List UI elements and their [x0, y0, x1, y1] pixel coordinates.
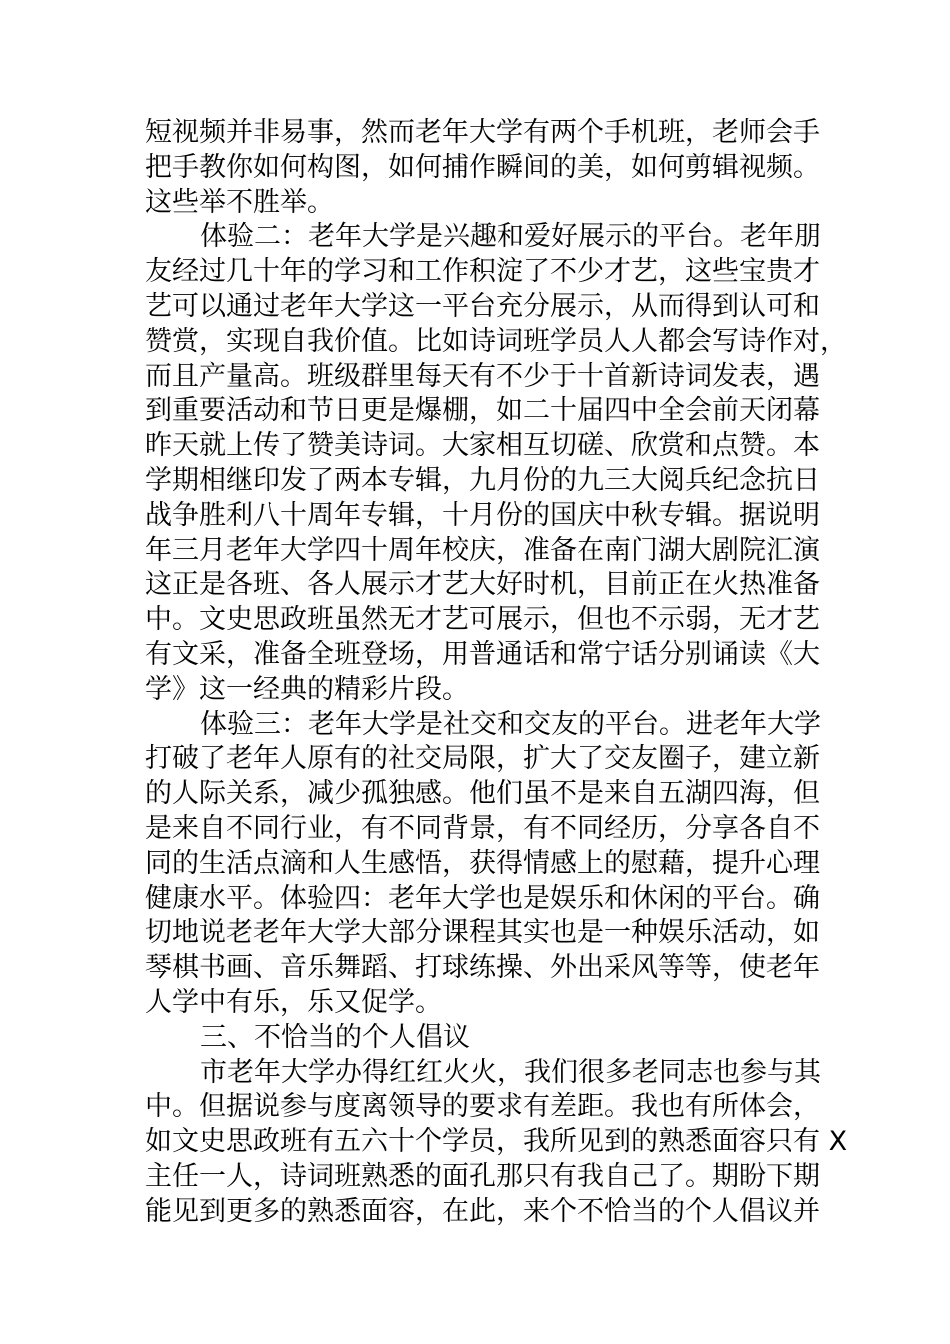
text-line: 体验二：老年大学是兴趣和爱好展示的平台。老年朋 [200, 221, 821, 253]
text-line: 的人际关系，减少孤独感。他们虽不是来自五湖四海，但 [145, 778, 820, 810]
text-line: 健康水平。体验四：老年大学也是娱乐和休闲的平台。确 [145, 882, 820, 914]
text-line: 把手教你如何构图，如何捕作瞬间的美，如何剪辑视频。 [145, 151, 820, 183]
text-line: 学期相继印发了两本专辑，九月份的九三大阅兵纪念抗日 [145, 464, 820, 496]
text-line: 市老年大学办得红红火火，我们很多老同志也参与其 [200, 1056, 821, 1088]
text-line: 友经过几十年的学习和工作积淀了不少才艺，这些宝贵才 [145, 256, 820, 288]
text-line: 如文史思政班有五六十个学员，我所见到的熟悉面容只有 X [145, 1126, 848, 1158]
text-line: 切地说老老年大学大部分课程其实也是一种娱乐活动，如 [145, 917, 820, 949]
text-line: 人学中有乐，乐又促学。 [145, 986, 442, 1018]
document-body [145, 116, 848, 1230]
text-line: 主任一人，诗词班熟悉的面孔那只有我自己了。期盼下期 [145, 1160, 820, 1192]
text-line: 短视频并非易事，然而老年大学有两个手机班，老师会手 [145, 117, 820, 148]
text-line: 到重要活动和节日更是爆棚，如二十届四中全会前天闭幕 [145, 395, 820, 427]
text-line: 艺可以通过老年大学这一平台充分展示，从而得到认可和 [145, 290, 820, 322]
text-line: 昨天就上传了赞美诗词。大家相互切磋、欣赏和点赞。本 [145, 430, 820, 462]
text-line: 有文采，准备全班登场，用普通话和常宁话分别诵读《大 [145, 638, 820, 670]
text-line: 中。文史思政班虽然无才艺可展示，但也不示弱，无才艺 [145, 604, 820, 636]
text-line: 而且产量高。班级群里每天有不少于十首新诗词发表，遇 [145, 360, 820, 392]
text-line: 赞赏，实现自我价值。比如诗词班学员人人都会写诗作对， [145, 325, 847, 357]
text-line: 这些举不胜举。 [145, 186, 334, 218]
text-line: 年三月老年大学四十周年校庆，准备在南门湖大剧院汇演 [145, 534, 820, 566]
text-line: 是来自不同行业，有不同背景，有不同经历，分享各自不 [145, 812, 820, 844]
text-line: 体验三：老年大学是社交和交友的平台。进老年大学 [200, 708, 821, 740]
text-line: 这正是各班、各人展示才艺大好时机，目前正在火热准备 [145, 569, 820, 601]
text-line: 中。但据说参与度离领导的要求有差距。我也有所体会， [145, 1091, 820, 1123]
text-line: 能见到更多的熟悉面容，在此，来个不恰当的个人倡议并 [145, 1195, 820, 1227]
text-line: 琴棋书画、音乐舞蹈、打球练操、外出采风等等，使老年 [145, 952, 820, 984]
text-line: 战争胜利八十周年专辑，十月份的国庆中秋专辑。据说明 [145, 499, 820, 531]
text-line: 同的生活点滴和人生感悟，获得情感上的慰藉，提升心理 [145, 847, 820, 879]
text-line: 学》这一经典的精彩片段。 [145, 673, 469, 705]
section-heading: 三、不恰当的个人倡议 [200, 1021, 470, 1053]
text-line: 打破了老年人原有的社交局限，扩大了交友圈子，建立新 [145, 743, 820, 775]
